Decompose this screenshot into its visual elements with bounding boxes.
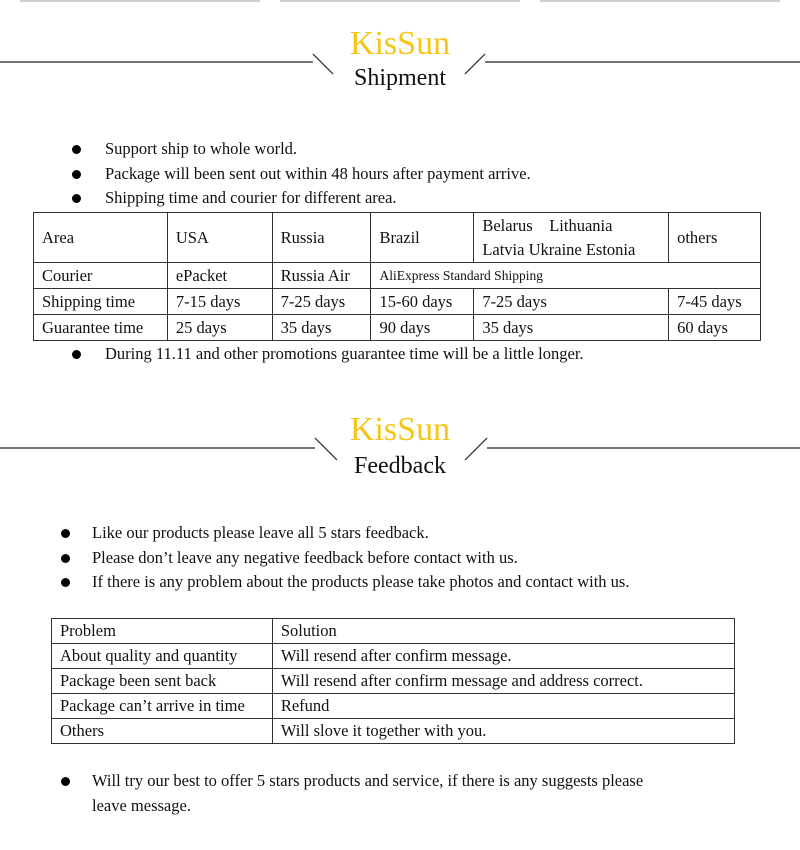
brand-logo: KisSun	[349, 411, 451, 448]
table-row	[52, 694, 735, 719]
table-row	[34, 315, 761, 341]
list-item	[92, 769, 643, 818]
list-item: If there is any problem about the products please take photos and contact with us.	[92, 570, 629, 595]
table-row	[52, 644, 735, 669]
table-cell: 7-25 days	[272, 289, 371, 315]
closing-text-line: leave message.	[92, 795, 191, 815]
table-cell: Refund	[272, 694, 734, 719]
region-line: Belarus Lithuania	[482, 215, 613, 235]
bullet-icon	[61, 529, 70, 538]
table-cell: 60 days	[669, 315, 761, 341]
table-cell: ePacket	[167, 263, 272, 289]
bullet-icon	[72, 350, 81, 359]
closing-text-line: Will try our best to offer 5 stars products and service, if there is any suggests please	[92, 771, 644, 790]
table-cell: 7-15 days	[167, 289, 272, 315]
table-cell: Guarantee time	[34, 315, 168, 341]
closing-bullet-list	[92, 769, 643, 818]
list-item: Package will been sent out within 48 hours after payment arrive.	[105, 162, 531, 187]
table-cell: Shipping time	[34, 289, 168, 315]
table-cell: 35 days	[272, 315, 371, 341]
section-title-shipment: Shipment	[353, 65, 446, 91]
table-cell: 15-60 days	[371, 289, 474, 315]
table-cell: About quality and quantity	[52, 644, 273, 669]
table-cell: 35 days	[474, 315, 669, 341]
shipping-table	[33, 212, 761, 341]
table-cell: Package can’t arrive in time	[52, 694, 273, 719]
table-cell: 7-45 days	[669, 289, 761, 315]
table-cell: Will slove it together with you.	[272, 719, 734, 744]
table-header-cell: USA	[167, 213, 272, 263]
section-title-feedback: Feedback	[354, 453, 446, 479]
bullet-icon	[61, 554, 70, 563]
table-cell: 25 days	[167, 315, 272, 341]
top-divider	[0, 0, 800, 3]
table-row	[34, 263, 761, 289]
table-cell: 90 days	[371, 315, 474, 341]
table-header-cell	[474, 213, 669, 263]
table-row	[52, 619, 735, 644]
bullet-icon	[72, 194, 81, 203]
bullet-icon	[72, 145, 81, 154]
table-row	[34, 289, 761, 315]
table-header-cell: others	[669, 213, 761, 263]
bullet-icon	[61, 777, 70, 786]
table-cell: Others	[52, 719, 273, 744]
table-row	[52, 669, 735, 694]
bullet-icon	[61, 578, 70, 587]
brand-logo: KisSun	[349, 25, 451, 62]
shipment-note-list	[105, 342, 584, 367]
table-cell: Russia Air	[272, 263, 371, 289]
table-header-cell: Area	[34, 213, 168, 263]
list-item: Shipping time and courier for different area.	[105, 186, 531, 211]
table-cell: Will resend after confirm message and address correct.	[272, 669, 734, 694]
table-cell: AliExpress Standard Shipping	[371, 263, 761, 289]
list-item: Support ship to whole world.	[105, 137, 531, 162]
table-cell: 7-25 days	[474, 289, 669, 315]
table-header-cell: Problem	[52, 619, 273, 644]
table-row	[34, 213, 761, 263]
table-header-cell: Solution	[272, 619, 734, 644]
table-cell: Package been sent back	[52, 669, 273, 694]
table-cell: Courier	[34, 263, 168, 289]
list-item: Like our products please leave all 5 stars feedback.	[92, 521, 629, 546]
list-item: During 11.11 and other promotions guarantee time will be a little longer.	[105, 342, 584, 367]
shipment-header	[0, 22, 800, 102]
shipment-bullet-list	[105, 137, 531, 211]
table-cell: Will resend after confirm message.	[272, 644, 734, 669]
feedback-header	[0, 410, 800, 490]
feedback-bullet-list	[92, 521, 629, 595]
region-line: Latvia Ukraine Estonia	[482, 239, 636, 259]
table-row	[52, 719, 735, 744]
feedback-table	[51, 618, 735, 744]
list-item: Please don’t leave any negative feedback before contact with us.	[92, 546, 629, 571]
table-header-cell: Brazil	[371, 213, 474, 263]
table-header-cell: Russia	[272, 213, 371, 263]
bullet-icon	[72, 170, 81, 179]
